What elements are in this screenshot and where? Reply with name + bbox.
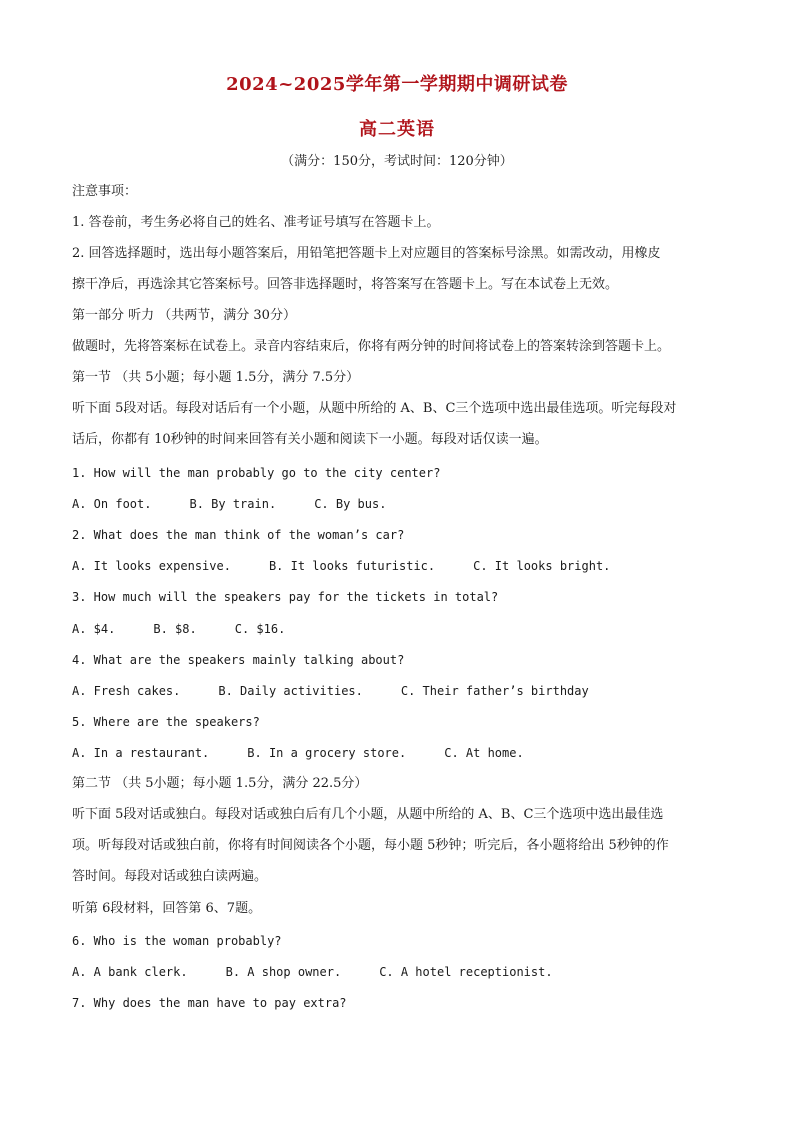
option-b: B. It looks futuristic. bbox=[268, 559, 436, 573]
option-b: B. In a grocery store. bbox=[247, 746, 407, 760]
option-b: B. By train. bbox=[189, 497, 277, 511]
question-3-options bbox=[72, 621, 722, 637]
exam-meta: （满分：150分，考试时间：120分钟） bbox=[281, 154, 513, 169]
material-6-note: 听第 6段材料，回答第 6、7题。 bbox=[72, 901, 262, 916]
option-b: B. Daily activities. bbox=[218, 684, 363, 698]
section2-instruction-line-2: 项。听每段对话或独白前，你将有时间阅读各个小题，每小题 5秒钟；听完后，各小题将给出 5秒钟的作 bbox=[72, 838, 669, 853]
question-1-options bbox=[72, 496, 722, 512]
note-item-2-line-1: 2. 回答选择题时，选出每小题答案后，用铅笔把答题卡上对应题目的答案标号涂黑。如需改动，用橡皮 bbox=[72, 246, 661, 261]
question-6-options bbox=[72, 964, 722, 980]
option-b: B. A shop owner. bbox=[225, 965, 342, 979]
option-a: A. In a restaurant. bbox=[72, 746, 210, 760]
question-5: 5. Where are the speakers? bbox=[72, 715, 260, 729]
section2-instruction-line-3: 答时间。每段对话或独白读两遍。 bbox=[72, 869, 268, 884]
question-1: 1. How will the man probably go to the city center? bbox=[72, 466, 441, 480]
note-item-2-line-2: 擦干净后，再选涂其它答案标号。回答非选择题时，将答案写在答题卡上。写在本试卷上无效。 bbox=[72, 277, 619, 292]
question-3: 3. How much will the speakers pay for the tickets in total? bbox=[72, 590, 499, 604]
option-b: B. $8. bbox=[153, 622, 197, 636]
section2-instruction-line-1: 听下面 5段对话或独白。每段对话或独白后有几个小题，从题中所给的 A、B、C三个选项中选出最佳选 bbox=[72, 807, 664, 822]
option-a: A. $4. bbox=[72, 622, 116, 636]
option-a: A. It looks expensive. bbox=[72, 559, 231, 573]
question-7: 7. Why does the man have to pay extra? bbox=[72, 996, 347, 1010]
question-2-options bbox=[72, 558, 722, 574]
section1-instruction-line-1: 听下面 5段对话。每段对话后有一个小题，从题中所给的 A、B、C三个选项中选出最佳选项。听完每段对 bbox=[72, 401, 677, 416]
question-4-options bbox=[72, 683, 722, 699]
option-c: C. Their father’s birthday bbox=[400, 684, 589, 698]
exam-title: 2024~2025学年第一学期期中调研试卷 bbox=[226, 74, 568, 95]
notes-heading: 注意事项： bbox=[72, 184, 138, 199]
question-2: 2. What does the man think of the woman’s car? bbox=[72, 528, 405, 542]
option-a: A. A bank clerk. bbox=[72, 965, 188, 979]
option-a: A. Fresh cakes. bbox=[72, 684, 181, 698]
part1-instruction: 做题时，先将答案标在试卷上。录音内容结束后，你将有两分钟的时间将试卷上的答案转涂到答题卡上。 bbox=[72, 339, 671, 354]
question-5-options bbox=[72, 745, 722, 761]
option-a: A. On foot. bbox=[72, 497, 152, 511]
section1-instruction-line-2: 话后，你都有 10秒钟的时间来回答有关小题和阅读下一小题。每段对话仅读一遍。 bbox=[72, 432, 548, 447]
option-c: C. It looks bright. bbox=[473, 559, 611, 573]
option-c: C. A hotel receptionist. bbox=[379, 965, 553, 979]
question-4: 4. What are the speakers mainly talking about? bbox=[72, 653, 405, 667]
option-c: C. $16. bbox=[234, 622, 286, 636]
part1-heading: 第一部分 听力 （共两节，满分 30分） bbox=[72, 308, 296, 323]
section1-heading: 第一节 （共 5小题；每小题 1.5分，满分 7.5分） bbox=[72, 370, 360, 385]
option-c: C. By bus. bbox=[314, 497, 387, 511]
option-c: C. At home. bbox=[444, 746, 524, 760]
section2-heading: 第二节 （共 5小题；每小题 1.5分，满分 22.5分） bbox=[72, 776, 368, 791]
note-item-1: 1. 答卷前，考生务必将自己的姓名、准考证号填写在答题卡上。 bbox=[72, 215, 440, 230]
question-6: 6. Who is the woman probably? bbox=[72, 934, 282, 948]
subject-title: 高二英语 bbox=[359, 119, 435, 140]
